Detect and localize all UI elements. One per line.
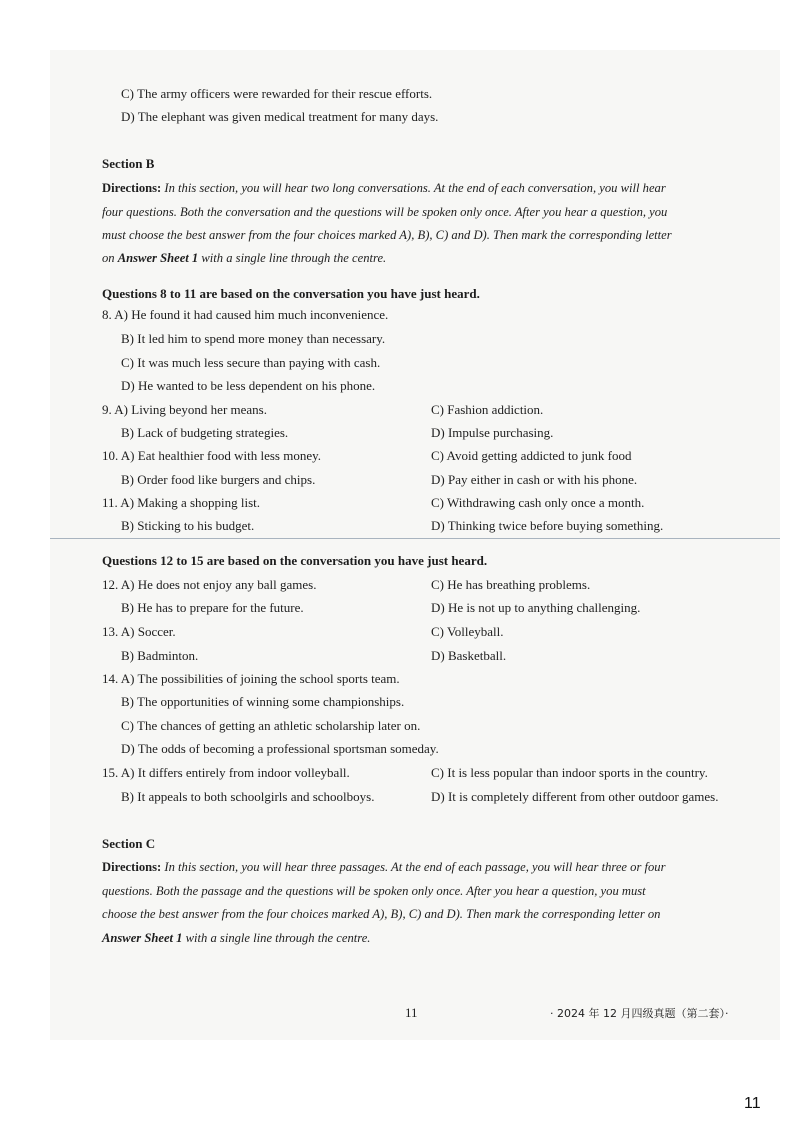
- section-b-directions-line: four questions. Both the conversation and the questions will be spoken only once. After you hear a question, you: [102, 205, 668, 219]
- directions-text: with a single line through the centre.: [198, 251, 387, 265]
- directions-label: Directions:: [102, 860, 162, 874]
- section-c-directions-line: choose the best answer from the four choices marked A), B), C) and D). Then mark the corresponding letter on: [102, 907, 661, 921]
- question-group-heading: Questions 12 to 15 are based on the conversation you have just heard.: [102, 553, 488, 568]
- answer-sheet-label: Answer Sheet 1: [117, 251, 199, 265]
- question-12-option-c: C) He has breathing problems.: [431, 577, 591, 592]
- question-group-heading: Questions 8 to 11 are based on the conversation you have just heard.: [102, 286, 480, 301]
- document-page-number: 11: [744, 1095, 761, 1112]
- question-9-option-d: D) Impulse purchasing.: [431, 425, 554, 440]
- question-13-option-a: 13. A) Soccer.: [102, 624, 176, 639]
- question-14-option-d: D) The odds of becoming a professional sportsman someday.: [121, 741, 439, 756]
- section-b-directions-line: [102, 180, 666, 196]
- question-12-option-d: D) He is not up to anything challenging.: [431, 600, 641, 615]
- question-10-option-c: C) Avoid getting addicted to junk food: [431, 448, 632, 463]
- section-b-title: Section B: [102, 156, 155, 171]
- section-c-directions-line: [102, 859, 666, 875]
- question-14-option-b: B) The opportunities of winning some championships.: [121, 694, 405, 709]
- directions-text: In this section, you will hear two long conversations. At the end of each conversation, you will hear: [161, 181, 666, 195]
- directions-text: In this section, you will hear three passages. At the end of each passage, you will hear three or four: [161, 860, 666, 874]
- exam-footer-label: · 2024 年 12 月四级真题（第二套）·: [550, 1007, 729, 1020]
- question-8-option-d: D) He wanted to be less dependent on his phone.: [121, 378, 376, 393]
- page-number: 11: [405, 1005, 418, 1020]
- question-14-option-c: C) The chances of getting an athletic scholarship later on.: [121, 718, 421, 733]
- directions-label: Directions:: [102, 181, 162, 195]
- divider: [50, 538, 780, 539]
- section-b-directions-line: must choose the best answer from the four choices marked A), B), C) and D). Then mark the corresponding letter: [102, 228, 672, 242]
- question-11-option-b: B) Sticking to his budget.: [121, 518, 255, 533]
- question-11-option-a: 11. A) Making a shopping list.: [102, 495, 261, 510]
- question-14-option-a: 14. A) The possibilities of joining the school sports team.: [102, 671, 400, 686]
- directions-text: on: [102, 251, 118, 265]
- question-8-option-a: 8. A) He found it had caused him much inconvenience.: [102, 307, 389, 322]
- question-15-option-a: 15. A) It differs entirely from indoor volleyball.: [102, 765, 350, 780]
- question-13-option-c: C) Volleyball.: [431, 624, 504, 639]
- question-9-option-a: 9. A) Living beyond her means.: [102, 402, 267, 417]
- question-12-option-b: B) He has to prepare for the future.: [121, 600, 304, 615]
- question-15-option-b: B) It appeals to both schoolgirls and schoolboys.: [121, 789, 375, 804]
- section-c-directions-line: [102, 930, 370, 946]
- question-9-option-b: B) Lack of budgeting strategies.: [121, 425, 289, 440]
- question-12-option-a: 12. A) He does not enjoy any ball games.: [102, 577, 317, 592]
- section-b-directions-line: [102, 250, 386, 266]
- question-11-option-c: C) Withdrawing cash only once a month.: [431, 495, 645, 510]
- directions-text: with a single line through the centre.: [182, 931, 371, 945]
- question-10-option-b: B) Order food like burgers and chips.: [121, 472, 316, 487]
- question-11-option-d: D) Thinking twice before buying something.: [431, 518, 664, 533]
- question-15-option-c: C) It is less popular than indoor sports in the country.: [431, 765, 708, 780]
- question-8-option-b: B) It led him to spend more money than necessary.: [121, 331, 386, 346]
- question-13-option-d: D) Basketball.: [431, 648, 507, 663]
- question-9-option-c: C) Fashion addiction.: [431, 402, 544, 417]
- question-13-option-b: B) Badminton.: [121, 648, 199, 663]
- option-text: C) The army officers were rewarded for their rescue efforts.: [121, 86, 433, 101]
- question-8-option-c: C) It was much less secure than paying with cash.: [121, 355, 381, 370]
- section-c-directions-line: questions. Both the passage and the questions will be spoken only once. After you hear a question, you must: [102, 884, 646, 898]
- option-text: D) The elephant was given medical treatment for many days.: [121, 109, 439, 124]
- question-15-option-d: D) It is completely different from other outdoor games.: [431, 789, 719, 804]
- question-10-option-d: D) Pay either in cash or with his phone.: [431, 472, 638, 487]
- answer-sheet-label: Answer Sheet 1: [102, 931, 183, 945]
- question-10-option-a: 10. A) Eat healthier food with less money.: [102, 448, 322, 463]
- section-c-title: Section C: [102, 836, 156, 851]
